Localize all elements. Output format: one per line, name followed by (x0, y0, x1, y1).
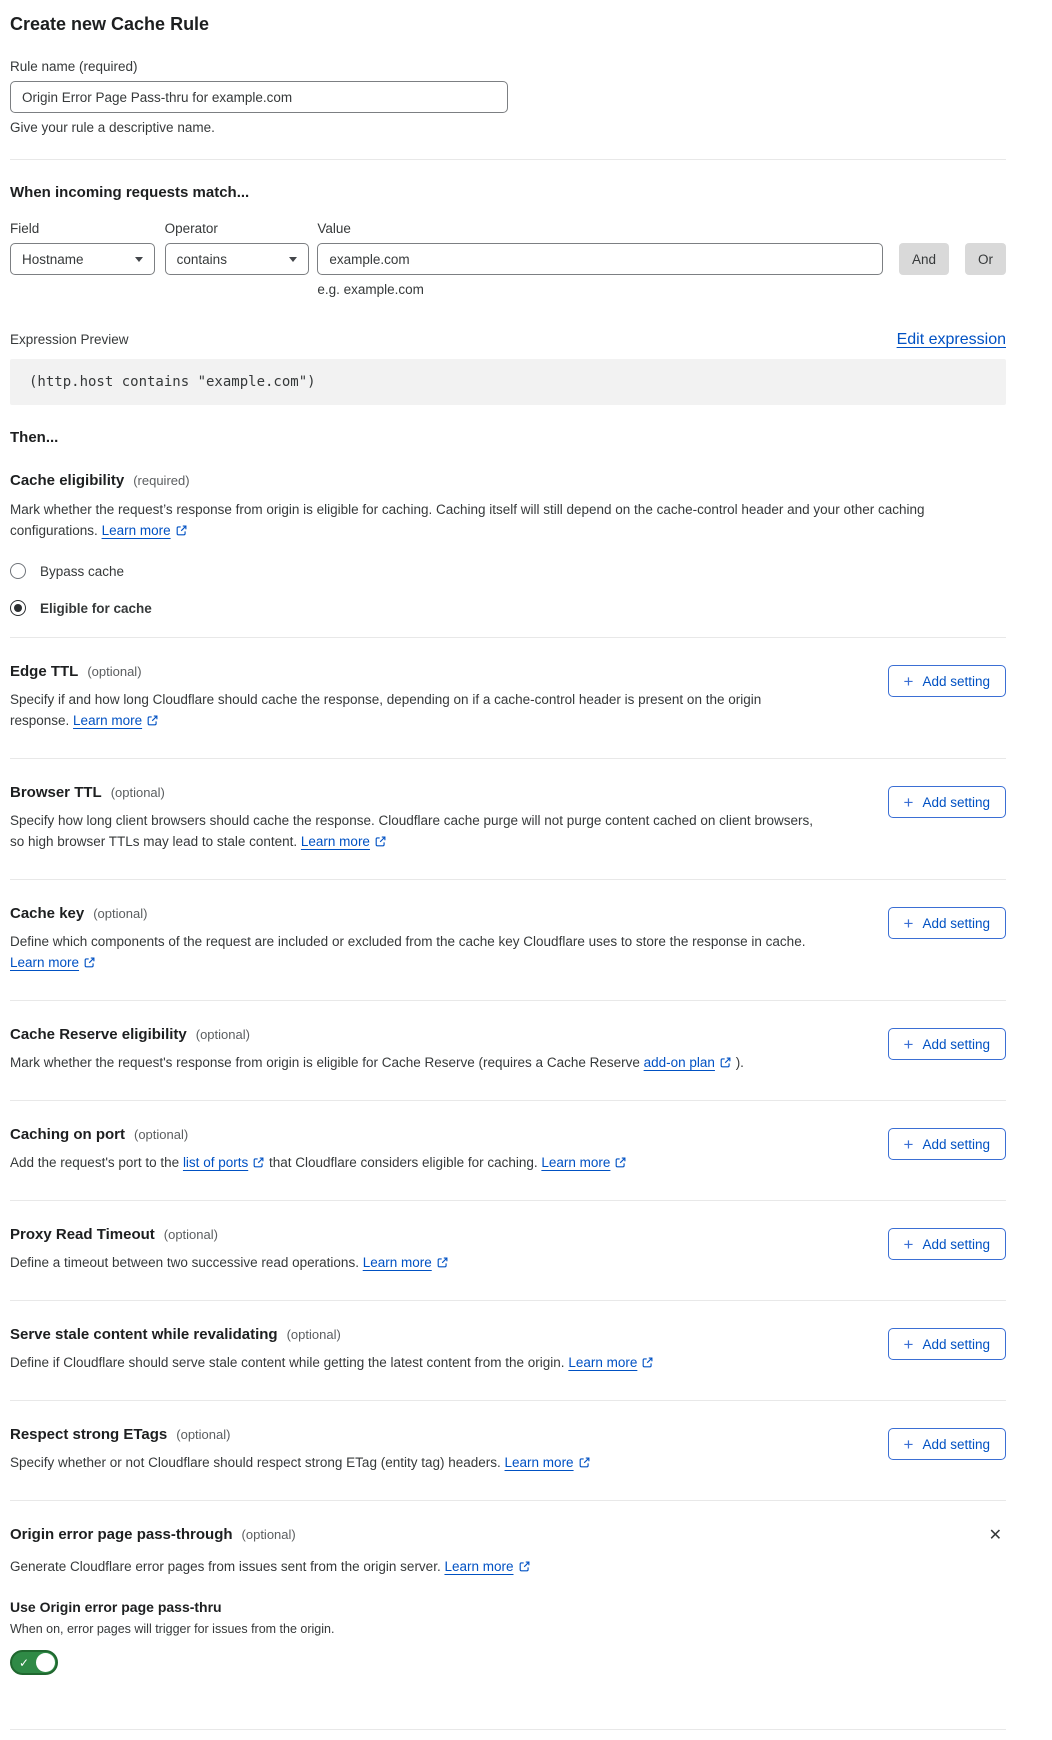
external-link-icon (641, 1356, 654, 1369)
setting-title: Serve stale content while revalidating (10, 1326, 278, 1343)
value-input[interactable] (317, 243, 883, 275)
setting-section-cache-reserve: Cache Reserve eligibility (optional) Mark whether the request's response from origin is eligible for Cache Reserve (requires a Cache Reserve add-on plan ). + Add setting (10, 1000, 1006, 1100)
setting-title: Edge TTL (10, 663, 79, 680)
external-link-icon (146, 714, 159, 727)
match-heading: When incoming requests match... (10, 184, 250, 201)
radio-eligible-for-cache-label: Eligible for cache (40, 600, 152, 616)
add-setting-button-edge-ttl[interactable]: + Add setting (888, 665, 1006, 697)
origin-error-page-toggle[interactable] (10, 1650, 58, 1675)
add-setting-button-cache-key[interactable]: + Add setting (888, 907, 1006, 939)
chevron-down-icon (135, 257, 143, 262)
learn-more-link[interactable]: Learn more (444, 1559, 514, 1574)
required-badge: (required) (133, 473, 190, 488)
origin-error-page-toggle-block (10, 1599, 1006, 1675)
chevron-down-icon (289, 257, 297, 262)
optional-badge: (optional) (110, 785, 165, 800)
plus-icon: + (903, 1034, 914, 1054)
radio-eligible-for-cache[interactable] (10, 600, 1006, 616)
optional-badge: (optional) (176, 1427, 231, 1442)
operator-select[interactable] (165, 243, 310, 275)
external-link-icon (614, 1156, 627, 1169)
expression-code: (http.host contains "example.com") (29, 374, 316, 390)
toggle-helper: When on, error pages will trigger for issues from the origin. (10, 1622, 335, 1636)
add-setting-button-caching-on-port[interactable]: + Add setting (888, 1128, 1006, 1160)
setting-section-serve-stale (10, 1300, 1006, 1400)
cache-eligibility-title: Cache eligibility (10, 472, 125, 489)
setting-section-caching-on-port: Caching on port (optional) Add the request's port to the list of ports that Cloudflare considers eligible for caching. Learn more + Add setting (10, 1100, 1006, 1200)
learn-more-link[interactable]: Learn more (541, 1155, 611, 1170)
setting-title: Proxy Read Timeout (10, 1226, 155, 1243)
setting-title: Respect strong ETags (10, 1426, 168, 1443)
value-hint: e.g. example.com (317, 282, 424, 297)
optional-badge: (optional) (163, 1227, 218, 1242)
plus-icon: + (903, 1234, 914, 1254)
setting-desc: Specify how long client browsers should cache the response. Cloudflare cache purge will not purge content cached on client browsers, so high browser TTLs may lead to stale content. (10, 813, 813, 849)
divider (10, 1729, 1006, 1730)
optional-badge: (optional) (195, 1027, 250, 1042)
optional-badge: (optional) (134, 1127, 189, 1142)
add-setting-button-respect-strong-etags[interactable]: + Add setting (888, 1428, 1006, 1460)
rule-name-helper: Give your rule a descriptive name. (10, 120, 215, 135)
add-setting-button-serve-stale[interactable]: + Add setting (888, 1328, 1006, 1360)
plus-icon: + (903, 792, 914, 812)
learn-more-link[interactable]: Learn more (101, 523, 171, 538)
setting-desc: Specify whether or not Cloudflare should respect strong ETag (entity tag) headers. (10, 1455, 505, 1470)
optional-badge: (optional) (93, 906, 148, 921)
toggle-label: Use Origin error page pass-thru (10, 1599, 222, 1615)
radio-bypass-cache[interactable] (10, 563, 1006, 579)
setting-title: Cache Reserve eligibility (10, 1026, 187, 1043)
add-on-plan-link[interactable]: add-on plan (643, 1055, 715, 1070)
cache-eligibility-options (10, 563, 1006, 616)
expression-code-block (10, 359, 1006, 405)
radio-bypass-cache-label: Bypass cache (40, 563, 125, 579)
check-icon: ✓ (19, 1655, 30, 1670)
value-label: Value (317, 221, 351, 236)
field-select-value: Hostname (22, 251, 84, 267)
radio-button-icon[interactable] (10, 563, 26, 579)
add-setting-button-proxy-read-timeout[interactable]: + Add setting (888, 1228, 1006, 1260)
add-setting-button-browser-ttl[interactable]: + Add setting (888, 786, 1006, 818)
setting-section-respect-strong-etags (10, 1400, 1006, 1500)
optional-badge: (optional) (87, 664, 142, 679)
learn-more-link[interactable]: Learn more (362, 1255, 432, 1270)
plus-icon: + (903, 1434, 914, 1454)
plus-icon: + (903, 913, 914, 933)
optional-badge: (optional) (241, 1527, 296, 1542)
divider (10, 159, 1006, 160)
setting-desc: Define which components of the request are included or excluded from the cache key Cloudflare uses to store the response in cache. (10, 934, 806, 949)
external-link-icon (436, 1256, 449, 1269)
optional-badge: (optional) (286, 1327, 341, 1342)
page-title: Create new Cache Rule (10, 14, 210, 34)
setting-desc: Define if Cloudflare should serve stale content while getting the latest content from the origin. (10, 1355, 569, 1370)
and-button[interactable]: And (899, 243, 949, 275)
setting-title: Caching on port (10, 1126, 125, 1143)
setting-title: Cache key (10, 905, 85, 922)
operator-select-value: contains (176, 251, 227, 267)
plus-icon: + (903, 1134, 914, 1154)
learn-more-link[interactable]: Learn more (300, 834, 370, 849)
learn-more-link[interactable]: Learn more (504, 1455, 574, 1470)
expression-preview-section (10, 331, 1006, 405)
edit-expression-link[interactable]: Edit expression (896, 331, 1006, 348)
radio-button-selected-icon[interactable] (10, 600, 26, 616)
external-link-icon (518, 1560, 531, 1573)
plus-icon: + (903, 1334, 914, 1354)
external-link-icon (719, 1056, 732, 1069)
cache-eligibility-desc: Mark whether the request’s response from origin is eligible for caching. Caching itself will still depend on the cache-control header and your other caching configurations. (10, 502, 925, 538)
external-link-icon (175, 524, 188, 537)
external-link-icon (374, 835, 387, 848)
setting-title: Browser TTL (10, 784, 102, 801)
add-setting-button-cache-reserve[interactable]: + Add setting (888, 1028, 1006, 1060)
rule-name-label: Rule name (required) (10, 59, 138, 74)
then-heading: Then... (10, 429, 59, 446)
learn-more-link[interactable]: Learn more (10, 955, 80, 970)
origin-error-page-desc: Generate Cloudflare error pages from issues sent from the origin server. (10, 1559, 445, 1574)
setting-section-browser-ttl (10, 758, 1006, 879)
external-link-icon (578, 1456, 591, 1469)
setting-section-proxy-read-timeout (10, 1200, 1006, 1300)
setting-desc: Define a timeout between two successive read operations. (10, 1255, 363, 1270)
setting-desc: Specify if and how long Cloudflare should cache the response, depending on if a cache-control header is present on the origin response. (10, 692, 762, 728)
rule-name-input[interactable] (10, 81, 508, 113)
plus-icon: + (903, 671, 914, 691)
origin-error-page-section (10, 1500, 1006, 1675)
setting-desc: Mark whether the request's response from origin is eligible for Cache Reserve (requires a Cache Reserve (10, 1055, 644, 1070)
toggle-knob (36, 1653, 55, 1672)
match-builder (10, 221, 1006, 297)
learn-more-link[interactable]: Learn more (568, 1355, 638, 1370)
learn-more-link[interactable]: Learn more (73, 713, 143, 728)
origin-error-page-title: Origin error page pass-through (10, 1526, 233, 1543)
rule-name-group (10, 59, 1006, 135)
external-link-icon (83, 956, 96, 969)
or-button[interactable]: Or (965, 243, 1006, 275)
expression-preview-label: Expression Preview (10, 332, 129, 347)
operator-label: Operator (164, 221, 218, 236)
cache-eligibility-section (10, 472, 1006, 616)
setting-desc: Add the request's port to the (10, 1155, 183, 1170)
field-select[interactable] (10, 243, 155, 275)
list-of-ports-link[interactable]: list of ports (182, 1155, 249, 1170)
optional-settings-list (10, 637, 1006, 1500)
field-label: Field (10, 221, 40, 236)
close-icon[interactable]: ✕ (985, 1526, 1006, 1546)
external-link-icon (252, 1156, 265, 1169)
setting-section-edge-ttl (10, 637, 1006, 758)
setting-section-cache-key (10, 879, 1006, 1000)
